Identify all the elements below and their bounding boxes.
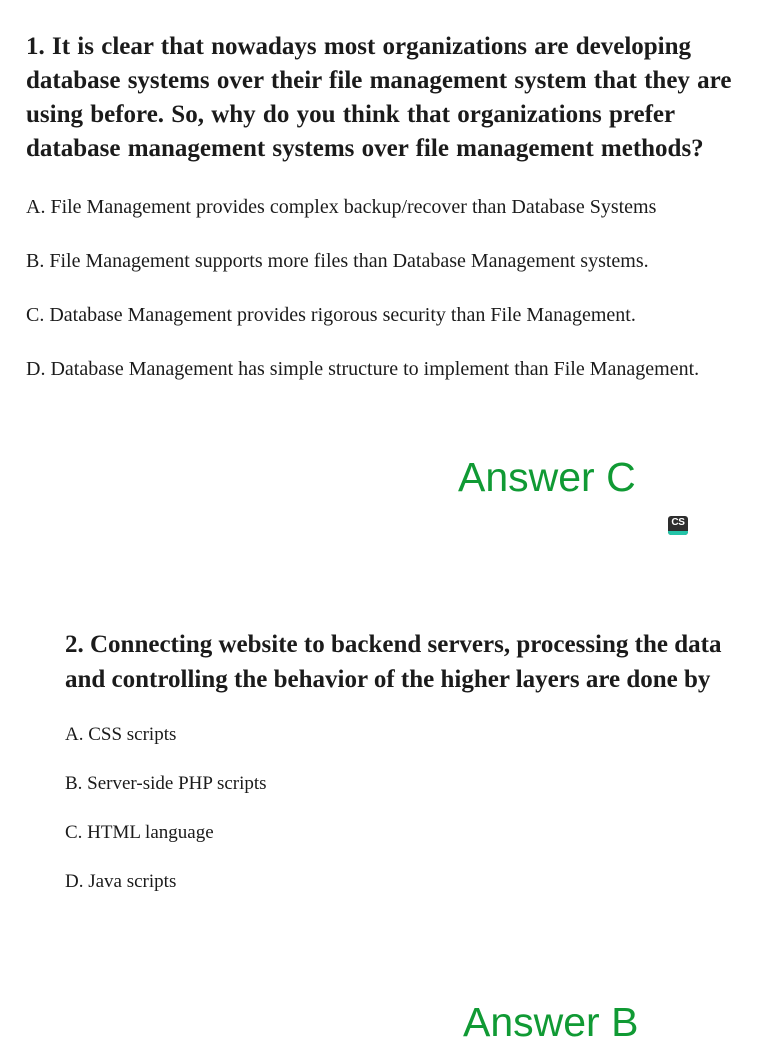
question-2-text: 2. Connecting website to backend servers, processing the data and controlling the behavior of the higher layers are done by bbox=[65, 631, 722, 693]
question-1-option-d: D. Database Management has simple structure to implement than File Management. bbox=[26, 358, 700, 380]
question-1-answer: Answer C bbox=[458, 454, 636, 500]
question-2-option-c: C. HTML language bbox=[65, 822, 214, 843]
question-2-option-b: B. Server-side PHP scripts bbox=[65, 773, 267, 794]
question-1-options bbox=[26, 194, 768, 383]
question-1-text: 1. It is clear that nowadays most organizations are developing database systems over their file management system that they are using before. So, why do you think that organizations prefer database management systems over file management methods? bbox=[26, 33, 732, 162]
question-2-answer: Answer B bbox=[463, 999, 639, 1045]
question-2-block bbox=[65, 627, 755, 919]
question-1-option-b: B. File Management supports more files than Database Management systems. bbox=[26, 250, 649, 272]
question-1-option-c: C. Database Management provides rigorous security than File Management. bbox=[26, 304, 636, 326]
question-2-options bbox=[65, 723, 755, 894]
camscanner-icon bbox=[668, 516, 688, 535]
camscanner-label: CS bbox=[671, 517, 685, 528]
question-2-option-a: A. CSS scripts bbox=[65, 724, 177, 745]
question-2-option-d: D. Java scripts bbox=[65, 871, 177, 892]
question-1-block bbox=[26, 30, 768, 410]
question-1-option-a: A. File Management provides complex backup/recover than Database Systems bbox=[26, 196, 657, 218]
camscanner-accent-bar bbox=[668, 531, 688, 535]
